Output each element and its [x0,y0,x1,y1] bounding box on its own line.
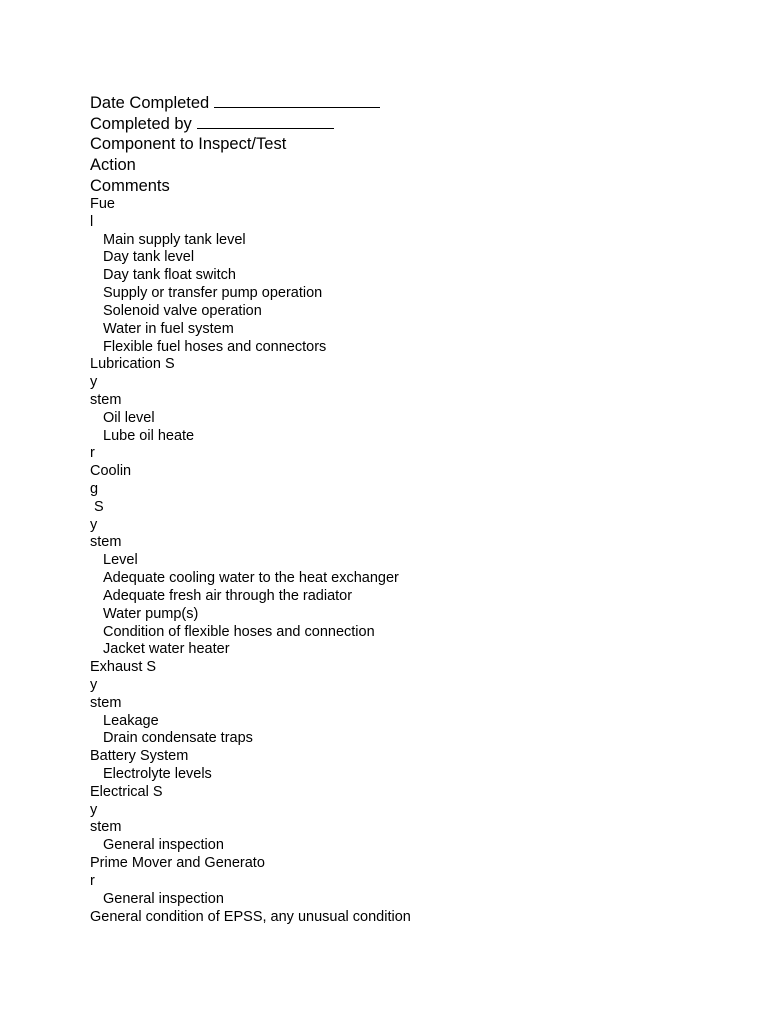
checklist-section-line: Lubrication S [90,356,175,373]
checklist-item: Electrolyte levels [103,766,212,782]
checklist-item: Oil level [103,409,155,426]
checklist-section-line: y [90,516,98,533]
completed-by-blank[interactable] [197,114,334,129]
checklist-item: Adequate cooling water to the heat exchanger [103,570,399,587]
checklist-item: General inspection [103,890,224,907]
checklist-item: Leakage [103,712,159,729]
completed-by-row [90,114,380,135]
checklist-body [90,196,411,926]
checklist-section-line: Exhaust S [90,659,157,676]
checklist-section-line: S [94,498,104,515]
checklist-item: Day tank level [103,249,195,266]
date-completed-row [90,93,380,114]
action-heading: Action [90,156,136,175]
checklist-section-line: Coolin [90,463,132,480]
checklist-section-line: Battery System [90,748,189,765]
checklist-item: General inspection [103,837,224,854]
checklist-section-line: r [90,872,95,889]
checklist-item: Water pump(s) [103,605,199,622]
checklist-section-line: l [90,213,94,230]
checklist-item: Water in fuel system [103,320,234,337]
date-completed-blank[interactable] [214,93,380,108]
checklist-section-line: y [90,676,98,693]
checklist-item: Lube oil heate [103,427,195,444]
checklist-item: Supply or transfer pump operation [103,285,323,302]
checklist-section-line: Prime Mover and Generato [90,855,265,872]
comments-heading: Comments [90,176,170,195]
checklist-item: Flexible fuel hoses and connectors [103,338,327,355]
checklist-item: Drain condensate traps [103,730,253,747]
checklist-section-line: Fue [90,196,115,212]
checklist-section-line: stem [90,391,122,408]
checklist-section-line: y [90,801,98,818]
checklist-section-line: g [90,481,99,497]
checklist-section-line: General condition of EPSS, any unusual condition [90,908,411,925]
checklist-section-line: y [90,374,98,391]
checklist-item: Jacket water heater [103,641,230,658]
component-heading: Component to Inspect/Test [90,135,287,154]
checklist-section-line: stem [90,819,122,836]
form-header [90,93,380,196]
checklist-section-line: Electrical S [90,783,163,800]
checklist-item: Solenoid valve operation [103,302,262,319]
date-completed-label: Date Completed [90,94,210,112]
checklist-item: Adequate fresh air through the radiator [103,587,353,604]
checklist-section-line: stem [90,694,122,711]
checklist-section-line: stem [90,534,122,551]
completed-by-label: Completed by [90,114,192,133]
checklist-item: Condition of flexible hoses and connection [103,623,375,640]
checklist-item: Level [103,552,138,569]
checklist-section-line: r [90,445,95,462]
checklist-item: Main supply tank level [103,231,246,248]
checklist-item: Day tank float switch [103,267,236,284]
